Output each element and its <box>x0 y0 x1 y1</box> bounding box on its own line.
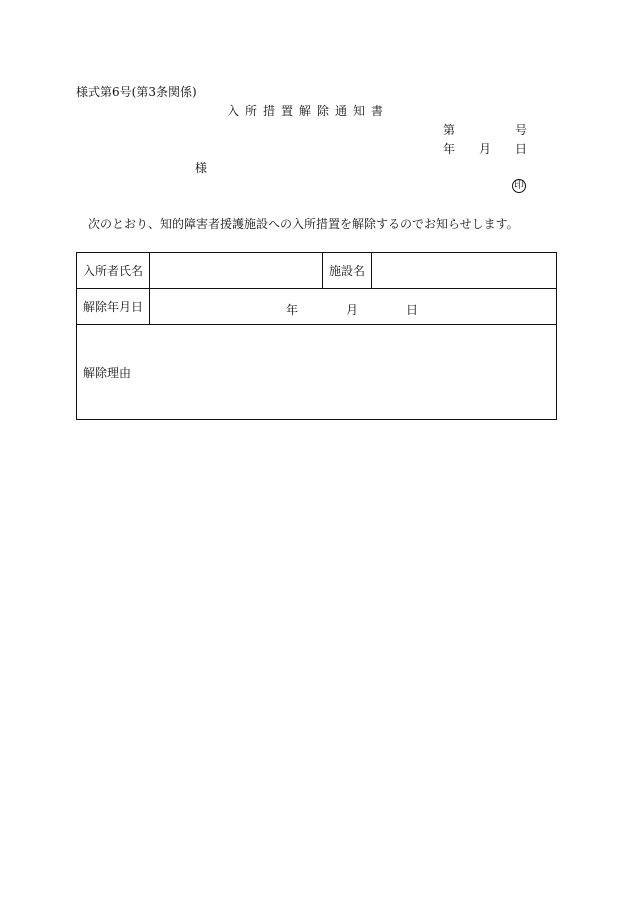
number-suffix: 号 <box>514 123 527 137</box>
release-info-table <box>76 252 557 420</box>
form-number-label: 様式第6号(第3条関係) <box>76 85 197 99</box>
release-date-label: 解除年月日 <box>77 289 150 325</box>
document-number-line <box>443 124 527 136</box>
document-date-line <box>443 143 527 155</box>
resident-name-label: 入所者氏名 <box>77 253 150 289</box>
notice-body-text: 次のとおり、知的障害者援護施設への入所措置を解除するのでお知らせします。 <box>88 217 519 231</box>
date-month-label: 月 <box>478 142 491 156</box>
facility-name-label: 施設名 <box>323 253 372 289</box>
resident-name-field[interactable] <box>150 253 323 289</box>
seal-icon: 印 <box>514 180 524 191</box>
release-date-field[interactable] <box>150 289 557 325</box>
number-prefix: 第 <box>443 123 456 137</box>
release-date-year: 年 <box>286 303 299 317</box>
release-date-day: 日 <box>406 303 419 317</box>
table-row-release-date <box>77 289 557 325</box>
document-title: 入所措置解除通知書 <box>227 104 390 118</box>
date-year-label: 年 <box>443 142 456 156</box>
release-date-month: 月 <box>346 303 359 317</box>
date-day-label: 日 <box>514 142 527 156</box>
release-reason-field[interactable] <box>77 325 557 420</box>
recipient-honorific: 様 <box>195 161 208 175</box>
table-row-resident <box>77 253 557 289</box>
table-row-release-reason <box>77 325 557 420</box>
release-reason-label: 解除理由 <box>83 365 132 380</box>
facility-name-field[interactable] <box>372 253 557 289</box>
